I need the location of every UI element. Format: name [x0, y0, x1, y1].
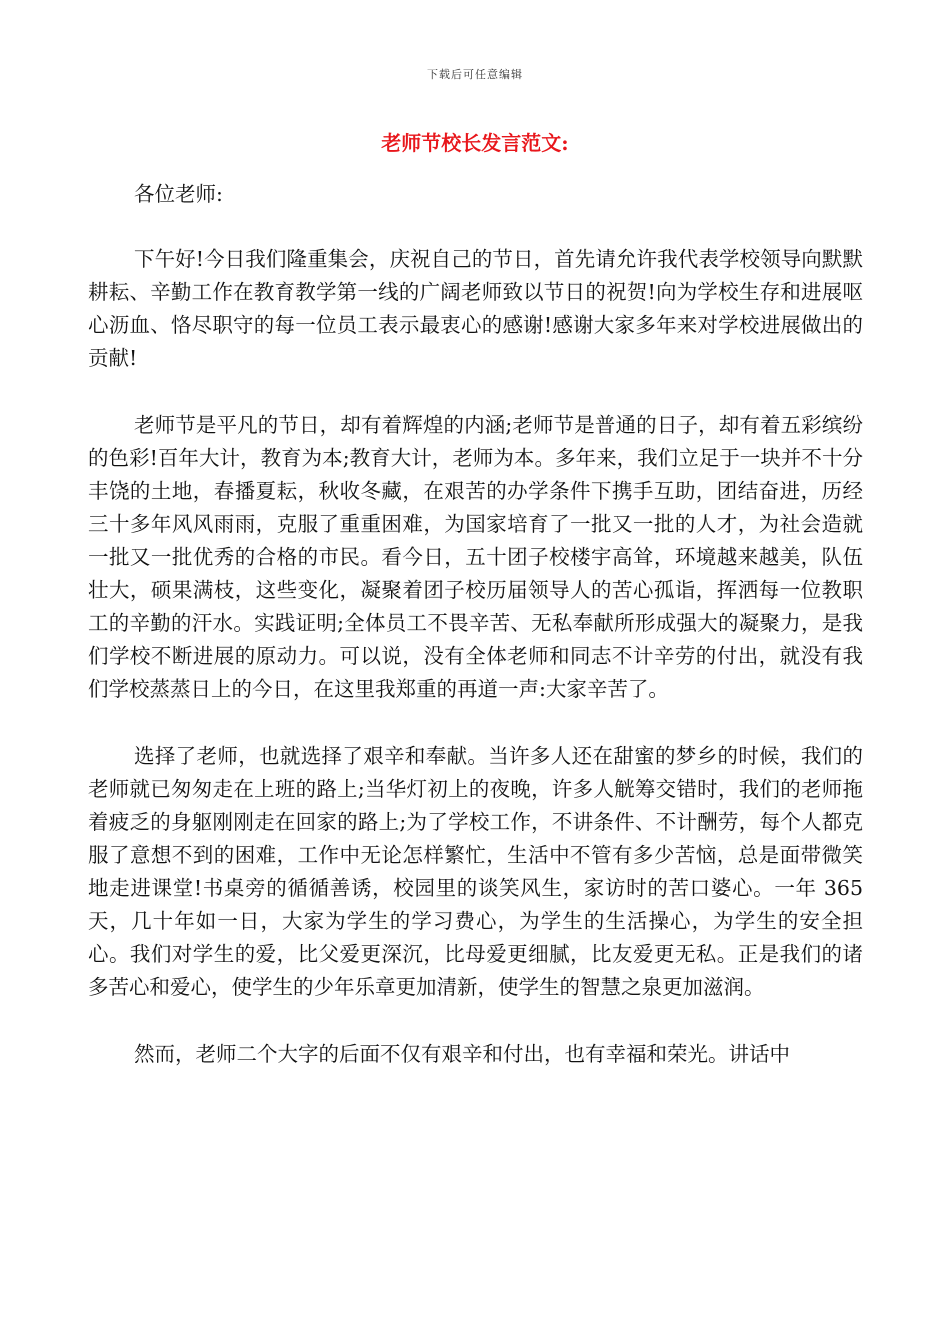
paragraph-2: 老师节是平凡的节日，却有着辉煌的内涵;老师节是普通的日子，却有着五彩缤纷的色彩!百年大计，教育为本;教育大计，老师为本。多年来，我们立足于一块并不十分丰饶的土地，春播夏耘，秋收冬藏，在艰苦的办学条件下携手互助，团结奋进，历经三十多年风风雨雨，克服了重重困难，为国家培育了一批又一批的人才，为社会造就一批又一批优秀的合格的市民。看今日，五十团子校楼宇高耸，环境越来越美，队伍壮大，硕果满枝，这些变化，凝聚着团子校历届领导人的苦心孤诣，挥洒每一位教职工的辛勤的汗水。实践证明;全体员工不畏辛苦、无私奉献所形成强大的凝聚力，是我们学校不断进展的原动力。可以说，没有全体老师和同志不计辛劳的付出，就没有我们学校蒸蒸日上的今日，在这里我郑重的再道一声:大家辛苦了。: [88, 413, 863, 701]
paragraph-4: 然而，老师二个大字的后面不仅有艰辛和付出，也有幸福和荣光。讲话中: [134, 1042, 790, 1066]
document-title: 老师节校长发言范文:: [381, 131, 569, 155]
header-note: 下载后可任意编辑: [427, 68, 523, 81]
paragraph-3: 选择了老师，也就选择了艰辛和奉献。当许多人还在甜蜜的梦乡的时候，我们的老师就已匆匆走在上班的路上;当华灯初上的夜晚，许多人觥筹交错时，我们的老师拖着疲乏的身躯刚刚走在回家的路上;为了学校工作，不讲条件、不计酬劳，每个人都克服了意想不到的困难，工作中无论怎样繁忙，生活中不管有多少苦恼，总是面带微笑地走进课堂!书桌旁的循循善诱，校园里的谈笑风生，家访时的苦口婆心。一年 365 天，几十年如一日，大家为学生的学习费心，为学生的生活操心，为学生的安全担心。我们对学生的爱，比父爱更深沉，比母爱更细腻，比友爱更无私。正是我们的诸多苦心和爱心，使学生的少年乐章更加清新，使学生的智慧之泉更加滋润。: [88, 744, 863, 999]
paragraph-1: 下午好!今日我们隆重集会，庆祝自己的节日，首先请允许我代表学校领导向默默耕耘、辛勤工作在教育教学第一线的广阔老师致以节日的祝贺!向为学校生存和进展呕心沥血、恪尽职守的每一位员工表示最衷心的感谢!感谢大家多年来对学校进展做出的贡献!: [88, 247, 863, 370]
salutation: 各位老师:: [134, 182, 223, 206]
document-body: [88, 178, 863, 1105]
